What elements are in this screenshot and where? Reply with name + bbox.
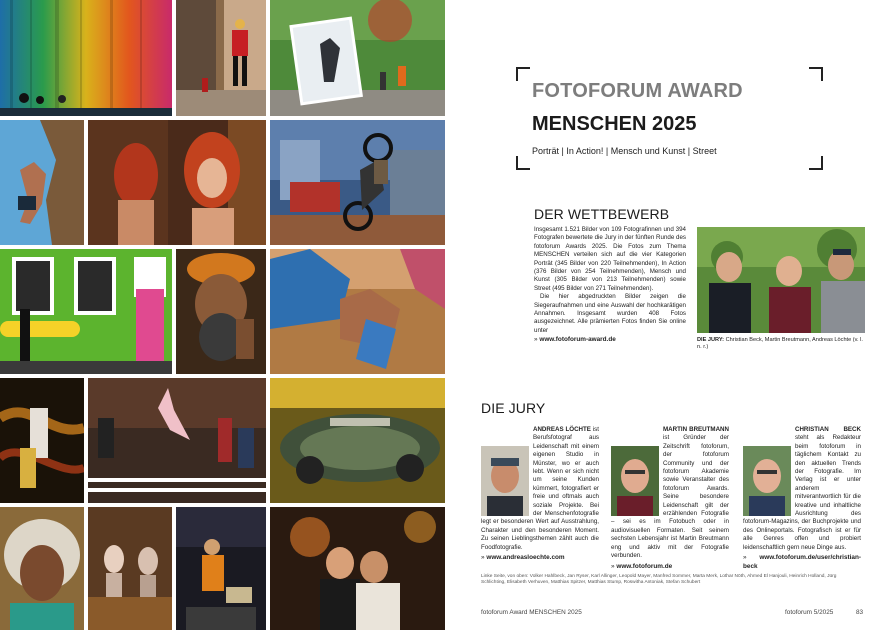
award-subtitle: MENSCHEN 2025 xyxy=(532,113,697,135)
photo-green-house xyxy=(0,249,172,374)
wettbewerb-heading: DER WETTBEWERB xyxy=(534,206,670,222)
page-number: 83 xyxy=(856,609,864,616)
frame-corner-top-left xyxy=(516,67,530,81)
frame-corner-bottom-right xyxy=(809,156,823,170)
breutmann-website-link[interactable]: » www.fotoforum.de xyxy=(611,562,729,571)
member-name: ANDREAS LÖCHTE xyxy=(533,426,591,433)
member-name: CHRISTIAN BECK xyxy=(795,426,861,433)
loechte-website-link[interactable]: » www.andreasloechte.com xyxy=(481,553,599,562)
photo-man-dog xyxy=(176,507,266,630)
photo-motorbike-stunt xyxy=(270,120,445,245)
member-name: MARTIN BREUTMANN xyxy=(663,426,729,433)
photo-dancing-couple xyxy=(270,507,445,630)
wettbewerb-paragraph-2: Die hier abgedruckten Bilder zeigen die Siegeraufnahmen und eine Auswahl der hochkarätigen Annahmen. Insgesamt wurden 408 Fotos ausgezeichnet. Alle prämierten Fotos finden Sie online unter xyxy=(534,293,686,334)
article-page xyxy=(445,0,890,630)
photo-ballet-street xyxy=(88,378,266,503)
beck-website-link[interactable]: » www.fotoforum.de/user/christian-beck xyxy=(743,553,861,571)
photo-mannequins xyxy=(88,507,172,630)
photo-dancers-motion xyxy=(0,378,84,503)
jury-member-beck xyxy=(743,426,861,571)
jury-heading: DIE JURY xyxy=(481,400,546,416)
caption-label: DIE JURY: xyxy=(697,337,725,343)
photo-bearded-man xyxy=(176,249,266,374)
photo-street-frame xyxy=(270,0,445,116)
portrait-breutmann xyxy=(611,446,659,516)
frame-corner-bottom-left xyxy=(516,156,530,170)
award-title: FOTOFORUM AWARD xyxy=(532,80,743,102)
photo-vintage-car xyxy=(270,378,445,503)
photo-credits: Linke Seite, von oben: Volker Hahlbeck, Jan Ryser, Karl Allinger, Leopold Mayer, Manfred Sommer, Marta Merk, Lothar Nöth, Ahmed El Hanjouli, Heinrich Holland, Jürg Schlichting, Elisabeth Verhuven, Matthias Spitzer, Matthias Stump, Roswitha Antoniak, Stefan Schubert xyxy=(481,574,837,585)
wettbewerb-paragraph-1: Insgesamt 1.521 Bilder von 109 Fotografinnen und 394 Fotografen bewertete die Jury in der fünften Runde des fotoforum Awards 2025. Die Fotos zum Thema MENSCHEN verteilen sich auf die vier Kategorien Porträt (345 Bilder von 220 Teilnehmenden), In Action (376 Bilder von 254 Teilnehmenden), Mensch und Kunst (305 Bilder von 213 Teilnehmenden) sowie Street (495 Bilder von 271 Teilnehmenden). xyxy=(534,226,686,292)
footer-issue: fotoforum 5/2025 xyxy=(785,609,834,616)
photo-smiling-woman xyxy=(0,507,84,630)
footer-left: fotoforum Award MENSCHEN 2025 xyxy=(481,609,582,616)
photo-wrestlers xyxy=(270,249,445,374)
caption-text: Christian Beck, Martin Breutmann, Andreas Löchte (v. l. n. r.) xyxy=(697,337,863,350)
jury-photo-caption xyxy=(697,337,865,351)
member-bio: ist Gründer der Zeitschrift fotoforum, der fotoforum Community und der fotoforum Akademie sowie Veranstalter des fotoforum Awards. Seine besondere Leidenschaft gilt der erzählenden Fotografie – sei es im Fotobuch oder in audiovisuellen Formaten. Seit seinem sechsten Lebensjahr ist Martin Breutmann eng und aktiv mit der Fotografie verbunden. xyxy=(611,434,729,560)
portrait-beck xyxy=(743,446,791,516)
photo-man-red-shirt xyxy=(176,0,266,116)
award-categories: Porträt | In Action! | Mensch und Kunst | Street xyxy=(532,146,717,156)
jury-member-breutmann xyxy=(611,426,729,571)
jury-group-photo xyxy=(697,227,865,333)
member-bio: steht als Redakteur beim fotoforum in täglichem Kontakt zu den aktuellen Trends der Fotografie. Im Verlag ist er unter anderem mitverantwortlich für die kreative und inhaltliche Ausrichtung des fotoforum-Magazins, der Buchprojekte und des Onlineportals. Fotografisch ist er für alle Genres offen und probiert leidenschaftlich gern neue Dinge aus. xyxy=(743,434,861,551)
photo-colorful-wall xyxy=(0,0,172,116)
portrait-loechte xyxy=(481,446,529,516)
award-website-link[interactable]: » www.fotoforum-award.de xyxy=(534,336,686,344)
member-bio: ist Berufsfotograf aus Leidenschaft mit einem eigenen Studio in Münster, wo er auch lebt. Wenn er sich nicht um seine Kunden kümmert, fotografiert er freie und oftmals auch soziale Projekte. Bei der Menschenfotografie legt er besonderen Wert auf Ausstrahlung, Charakter und den besonderen Moment. Zu seinen Lieblingsthemen zählt auch die Foodfotografie. xyxy=(481,426,599,551)
photo-climber xyxy=(0,120,84,245)
frame-corner-top-right xyxy=(809,67,823,81)
photo-redhead-portrait xyxy=(88,120,266,245)
wettbewerb-text xyxy=(534,226,686,345)
jury-member-loechte xyxy=(481,426,599,563)
